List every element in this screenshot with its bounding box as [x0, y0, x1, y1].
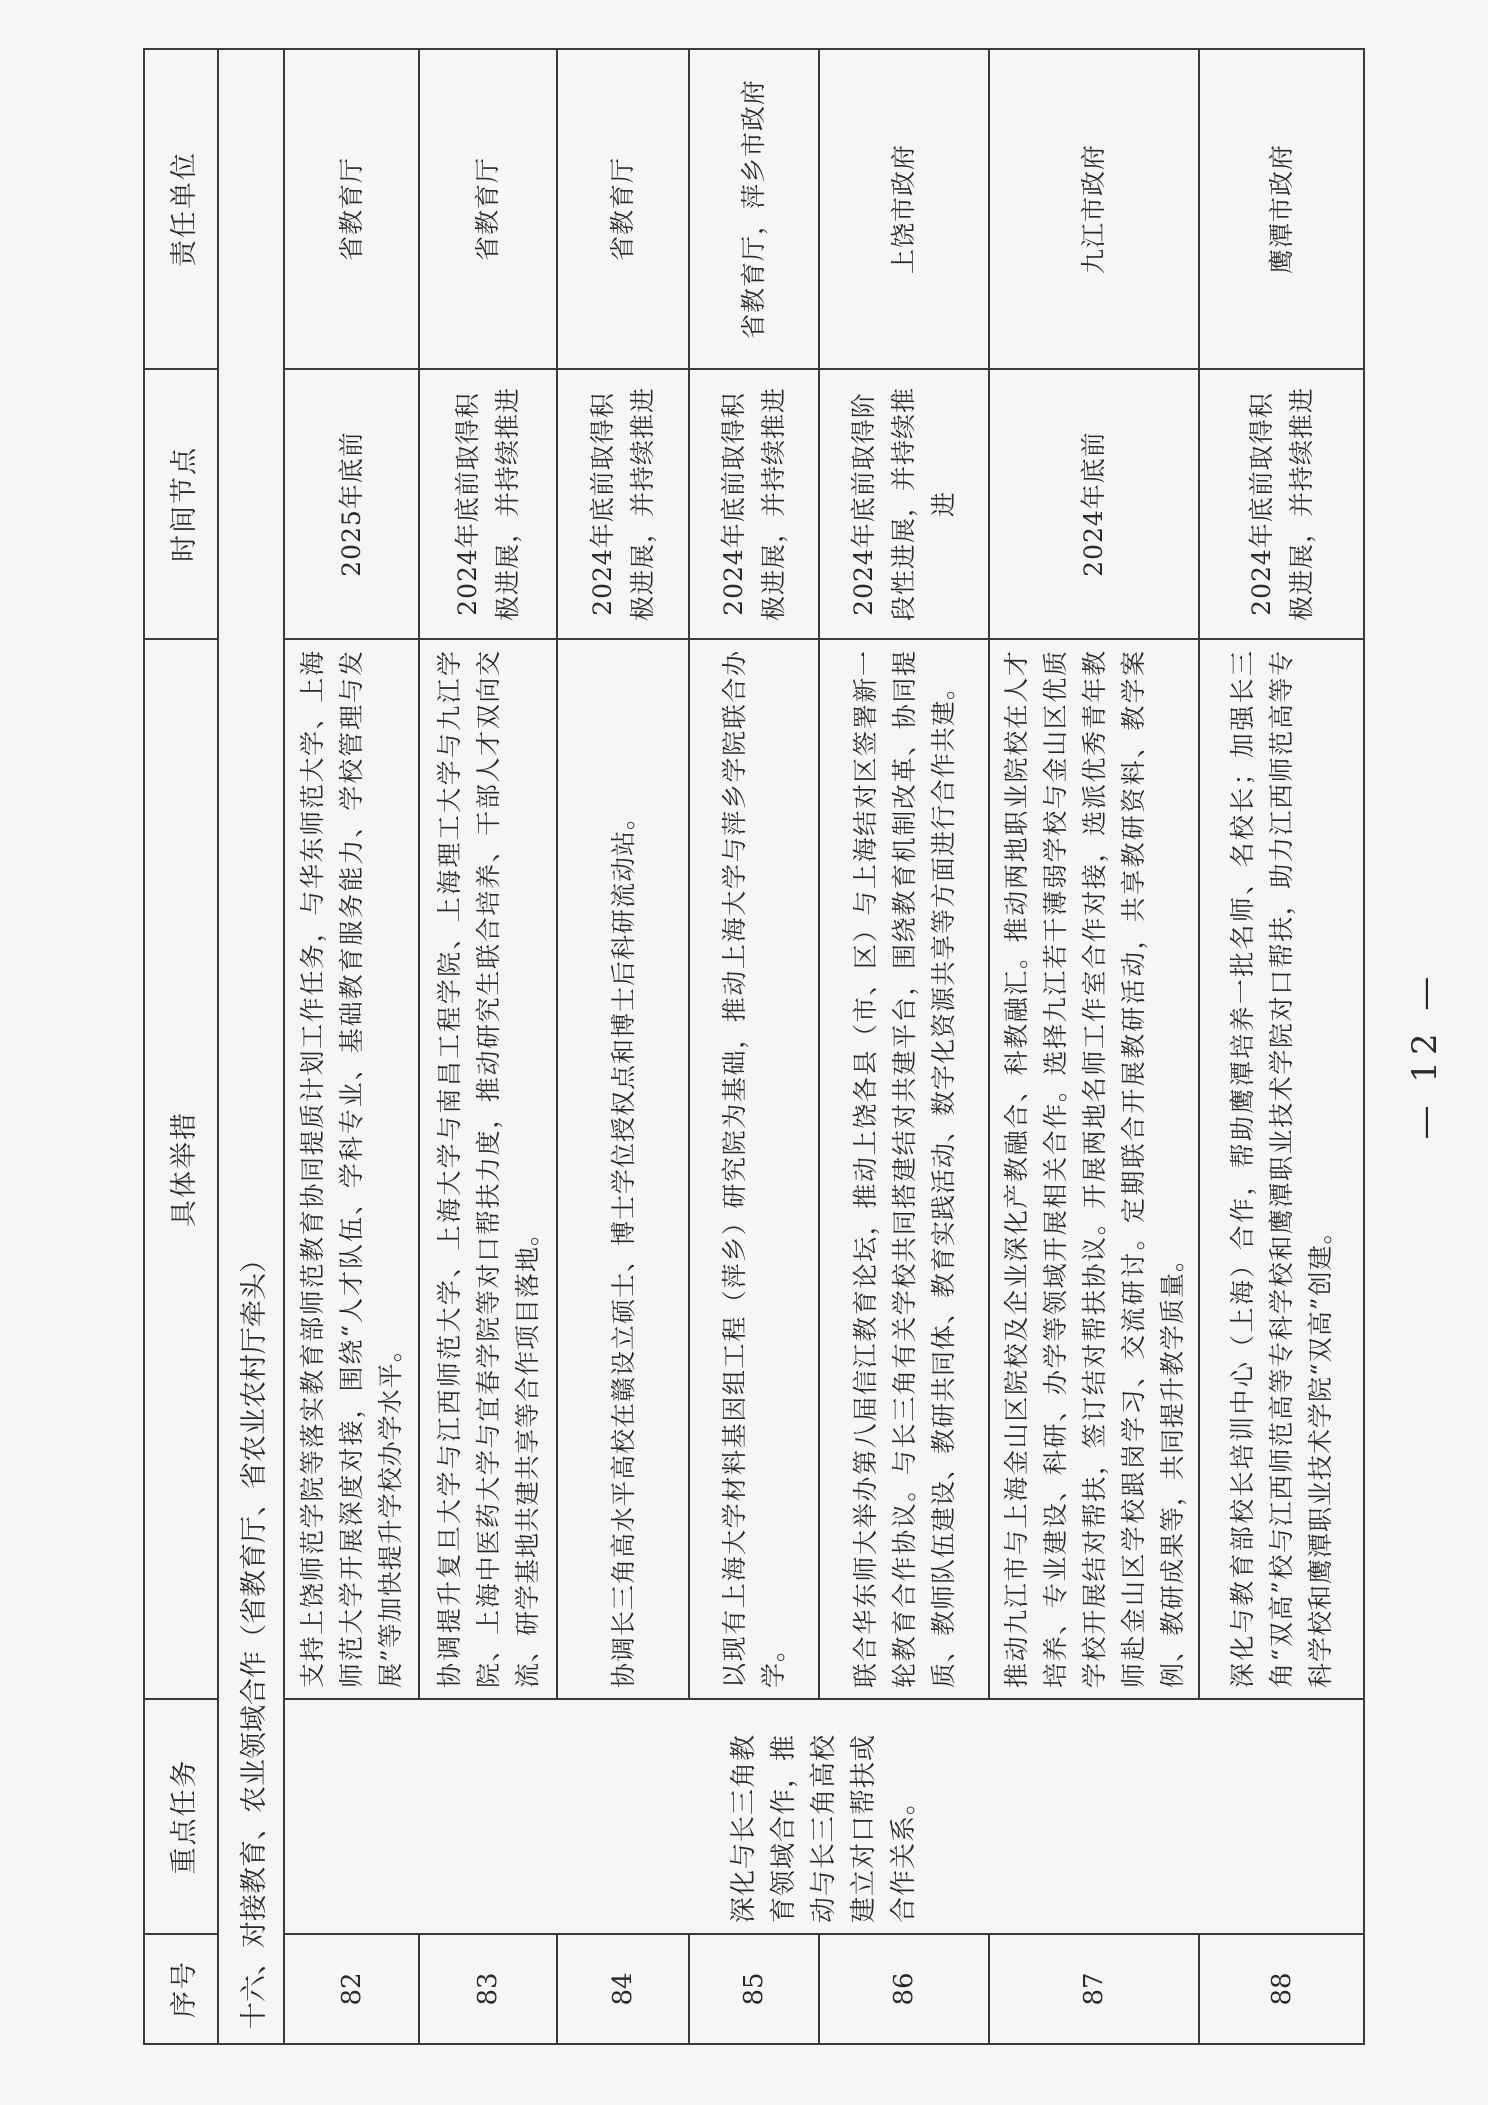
page-number: — 12 — — [1405, 970, 1445, 1140]
row-number: 87 — [989, 1934, 1199, 2044]
row-time: 2024年底前 — [989, 369, 1199, 639]
row-number: 84 — [557, 1934, 689, 2044]
row-time: 2024年底前取得积极进展，并持续推进 — [689, 369, 819, 639]
row-measure: 联合华东师大举办第八届信江教育论坛，推动上饶各县（市、区）与上海结对区签署新一轮教育合作协议。与长三角有关学校共同搭建结对共建平台，围绕教育机制改革、协同提质、教师队伍建设、教研共同体、教育实践活动、数字化资源共享等方面进行合作共建。 — [819, 639, 989, 1699]
header-row — [144, 49, 218, 2044]
row-measure: 协调长三角高水平高校在赣设立硕士、博士学位授权点和博士后科研流动站。 — [557, 639, 689, 1699]
section-row — [218, 49, 284, 2044]
header-seq: 序号 — [144, 1934, 218, 2044]
row-time: 2024年底前取得阶段性进展，并持续推进 — [819, 369, 989, 639]
row-time: 2024年底前取得积极进展，并持续推进 — [557, 369, 689, 639]
row-measure: 推动九江市与上海金山区院校及企业深化产教融合、科教融汇。推动两地职业院校在人才培养、专业建设、科研、办学等领域开展相关合作。选择九江若干薄弱学校与金山区优质学校开展结对帮扶，签订结对帮扶协议。开展两地名师工作室合作对接，选派优秀青年教师赴金山区学校跟岗学习、交流研讨。定期联合开展教研活动，共享教研资料、教学案例、教研成果等，共同提升教学质量。 — [989, 639, 1199, 1699]
row-resp: 省教育厅 — [419, 49, 557, 369]
section-title: 十六、对接教育、农业领域合作（省教育厅、省农业农村厅牵头） — [218, 49, 284, 2044]
row-number: 86 — [819, 1934, 989, 2044]
row-resp: 省教育厅，萍乡市政府 — [689, 49, 819, 369]
row-resp: 省教育厅 — [284, 49, 419, 369]
row-resp: 上饶市政府 — [819, 49, 989, 369]
header-resp: 责任单位 — [144, 49, 218, 369]
row-resp: 九江市政府 — [989, 49, 1199, 369]
row-measure: 支持上饶师范学院等落实教育部师范教育协同提质计划工作任务，与华东师范大学、上海师范大学开展深度对接，围绕“人才队伍、学科专业、基础教育服务能力、学校管理与发展”等加快提升学校办学水平。 — [284, 639, 419, 1699]
header-time: 时间节点 — [144, 369, 218, 639]
header-measure: 具体举措 — [144, 639, 218, 1699]
row-number: 83 — [419, 1934, 557, 2044]
row-resp: 鹰潭市政府 — [1199, 49, 1364, 369]
task-table — [143, 48, 1365, 2045]
row-time: 2025年底前 — [284, 369, 419, 639]
row-measure: 深化与教育部校长培训中心（上海）合作，帮助鹰潭培养一批名师、名校长；加强长三角“双高”校与江西师范高等专科学校和鹰潭职业技术学院对口帮扶，助力江西师范高等专科学校和鹰潭职业技术学院“双高”创建。 — [1199, 639, 1364, 1699]
row-number: 88 — [1199, 1934, 1364, 2044]
row-number: 82 — [284, 1934, 419, 2044]
row-measure: 协调提升复旦大学与江西师范大学、上海大学与南昌工程学院、上海理工大学与九江学院、上海中医药大学与宜春学院等对口帮扶力度，推动研究生联合培养、干部人才双向交流、研学基地共建共享等合作项目落地。 — [419, 639, 557, 1699]
row-resp: 省教育厅 — [557, 49, 689, 369]
row-number: 85 — [689, 1934, 819, 2044]
header-task: 重点任务 — [144, 1699, 218, 1934]
row-time: 2024年底前取得积极进展，并持续推进 — [419, 369, 557, 639]
key-task: 深化与长三角教育领域合作，推动与长三角高校建立对口帮扶或合作关系。 — [284, 1699, 1364, 1934]
table-row — [284, 49, 419, 2044]
row-measure: 以现有上海大学材料基因组工程（萍乡）研究院为基础，推动上海大学与萍乡学院联合办学。 — [689, 639, 819, 1699]
row-time: 2024年底前取得积极进展，并持续推进 — [1199, 369, 1364, 639]
